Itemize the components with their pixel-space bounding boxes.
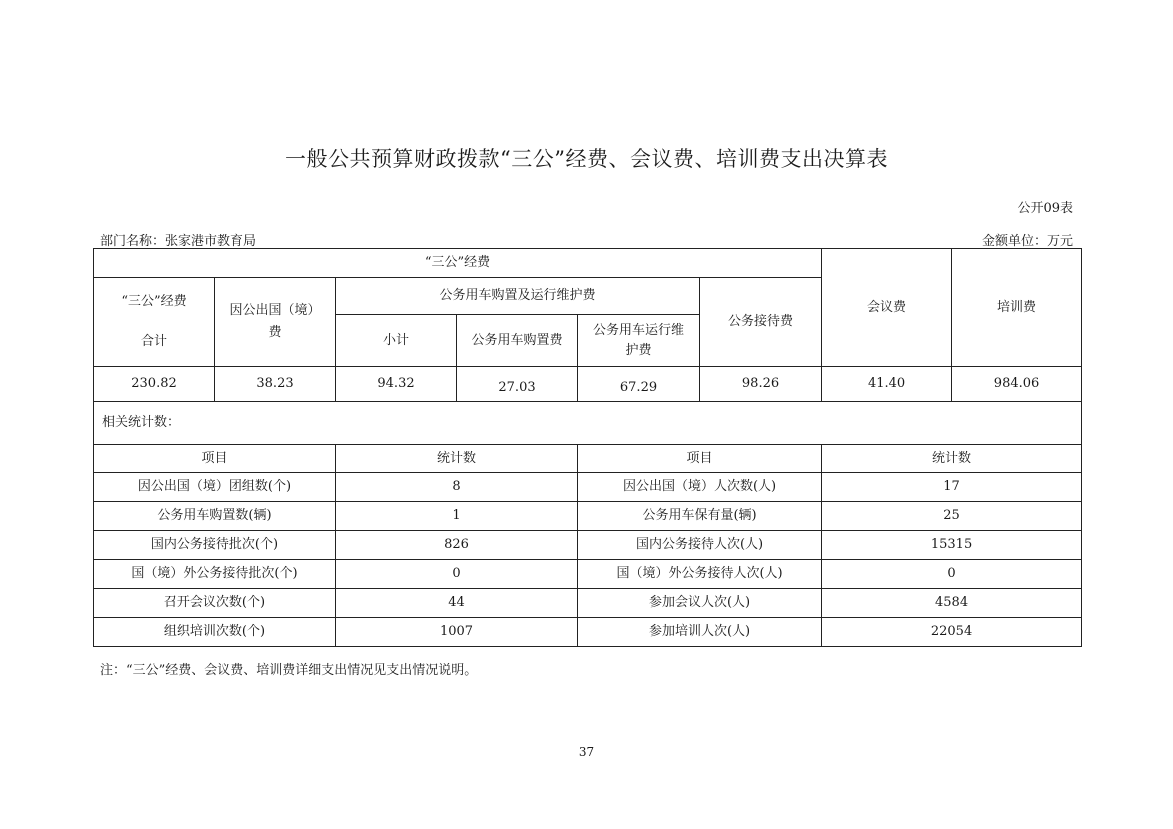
header-vehicle-ops-line1: 公务用车运行维 xyxy=(592,322,684,338)
stats-right-item: 参加培训人次(人) xyxy=(578,618,822,647)
header-subtotal: 小计 xyxy=(336,315,457,367)
header-vehicle-ops xyxy=(578,315,700,367)
stats-right-item: 公务用车保有量(辆) xyxy=(578,502,822,531)
stats-left-item: 国（境）外公务接待批次(个) xyxy=(94,560,336,589)
stats-header-row xyxy=(94,445,1082,473)
header-vehicle-ops-line2: 护费 xyxy=(625,342,652,358)
stats-row xyxy=(94,618,1082,647)
stats-left-item: 因公出国（境）团组数(个) xyxy=(94,473,336,502)
header-sangong-total xyxy=(94,278,215,367)
stats-left-item: 国内公务接待批次(个) xyxy=(94,531,336,560)
amount-meeting: 41.40 xyxy=(822,367,952,402)
stats-section-label: 相关统计数： xyxy=(94,402,1082,445)
stats-right-item: 参加会议人次(人) xyxy=(578,589,822,618)
header-sangong-total-line2: 合计 xyxy=(140,334,167,349)
stats-right-value: 15315 xyxy=(822,531,1082,560)
header-abroad xyxy=(215,278,336,367)
header-sangong-total-line1: “三公”经费 xyxy=(121,294,187,309)
stats-left-value: 826 xyxy=(336,531,578,560)
unit-label: 金额单位：万元 xyxy=(981,234,1073,249)
stats-left-item: 组织培训次数(个) xyxy=(94,618,336,647)
amount-vehicle-purchase: 27.03 xyxy=(457,367,578,402)
amount-abroad: 38.23 xyxy=(215,367,336,402)
stats-right-item: 国（境）外公务接待人次(人) xyxy=(578,560,822,589)
stats-col-item-left: 项目 xyxy=(94,445,336,473)
amount-subtotal: 94.32 xyxy=(336,367,457,402)
amount-vehicle-ops: 67.29 xyxy=(578,367,700,402)
stats-left-item: 召开会议次数(个) xyxy=(94,589,336,618)
stats-left-item: 公务用车购置数(辆) xyxy=(94,502,336,531)
stats-right-value: 4584 xyxy=(822,589,1082,618)
header-abroad-line2: 费 xyxy=(268,325,282,340)
footnote: 注：“三公”经费、会议费、培训费详细支出情况见支出情况说明。 xyxy=(100,663,478,678)
document-title: 一般公共预算财政拨款“三公”经费、会议费、培训费支出决算表 xyxy=(285,147,888,171)
amount-reception: 98.26 xyxy=(700,367,822,402)
stats-row xyxy=(94,473,1082,502)
stats-left-value: 1007 xyxy=(336,618,578,647)
amount-training: 984.06 xyxy=(952,367,1082,402)
department-label: 部门名称：张家港市教育局 xyxy=(100,234,257,249)
page-number: 37 xyxy=(578,745,595,759)
stats-col-count-left: 统计数 xyxy=(336,445,578,473)
header-meeting: 会议费 xyxy=(822,249,952,367)
header-vehicle: 公务用车购置及运行维护费 xyxy=(336,278,700,315)
stats-row xyxy=(94,531,1082,560)
header-abroad-line1: 因公出国（境） xyxy=(229,303,321,318)
stats-left-value: 44 xyxy=(336,589,578,618)
form-number: 公开09表 xyxy=(1017,201,1073,216)
stats-col-count-right: 统计数 xyxy=(822,445,1082,473)
stats-right-item: 因公出国（境）人次数(人) xyxy=(578,473,822,502)
stats-right-value: 22054 xyxy=(822,618,1082,647)
expense-table xyxy=(93,248,1082,647)
stats-right-item: 国内公务接待人次(人) xyxy=(578,531,822,560)
header-sangong: “三公”经费 xyxy=(94,249,822,278)
header-training: 培训费 xyxy=(952,249,1082,367)
stats-right-value: 25 xyxy=(822,502,1082,531)
stats-col-item-right: 项目 xyxy=(578,445,822,473)
stats-right-value: 17 xyxy=(822,473,1082,502)
stats-left-value: 0 xyxy=(336,560,578,589)
stats-row xyxy=(94,560,1082,589)
stats-right-value: 0 xyxy=(822,560,1082,589)
header-reception: 公务接待费 xyxy=(700,278,822,367)
stats-left-value: 1 xyxy=(336,502,578,531)
header-vehicle-purchase: 公务用车购置费 xyxy=(457,315,578,367)
amount-sangong-total: 230.82 xyxy=(94,367,215,402)
stats-row xyxy=(94,502,1082,531)
amounts-row xyxy=(94,367,1082,402)
stats-row xyxy=(94,589,1082,618)
stats-left-value: 8 xyxy=(336,473,578,502)
